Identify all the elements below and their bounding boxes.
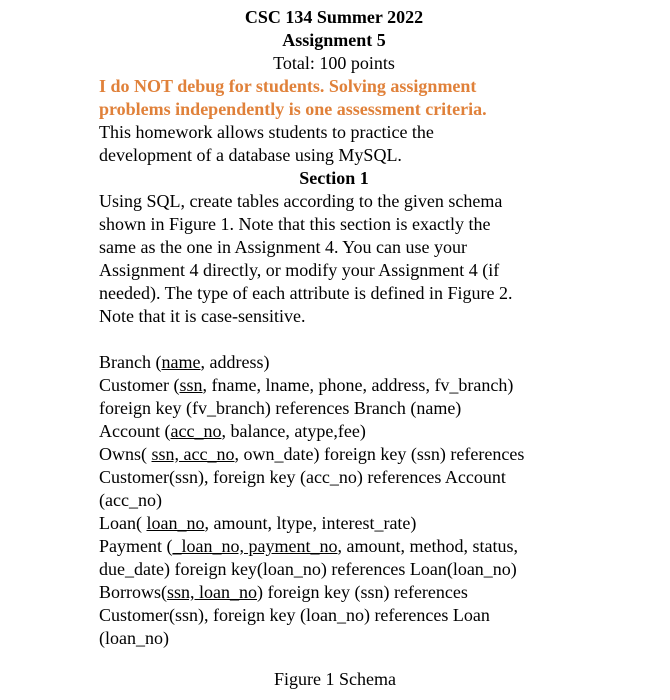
section-line: needed). The type of each attribute is defined in Figure 2. [99,283,513,303]
document-page [99,6,569,650]
schema-branch [99,351,569,374]
primary-key: _loan_no, payment_no [172,536,338,556]
total-points: Total: 100 points [273,53,395,73]
schema-account [99,420,569,443]
section-line: Using SQL, create tables according to the given schema [99,191,503,211]
schema-text: Branch ( [99,352,162,372]
schema-text: , amount, ltype, interest_rate) [204,513,417,533]
section-title: Section 1 [299,168,369,188]
schema-owns-fk: Customer(ssn), foreign key (acc_no) references Account [99,467,506,487]
schema-text: , balance, atype,fee) [221,421,366,441]
schema-text: Payment ( [99,536,173,556]
schema-payment-fk: due_date) foreign key(loan_no) references Loan(loan_no) [99,559,517,579]
schema-loan [99,512,569,535]
schema-text: ) foreign key (ssn) references [257,582,468,602]
schema-owns [99,443,569,466]
primary-key: loan_no [146,513,205,533]
section-line: same as the one in Assignment 4. You can use your [99,237,467,257]
section-line: Assignment 4 directly, or modify your Assignment 4 (if [99,260,500,280]
schema-text: , fname, lname, phone, address, fv_branch) [202,375,514,395]
warning-line-1: I do NOT debug for students. Solving assignment [99,76,477,96]
primary-key: ssn, loan_no [167,582,257,602]
schema-text: , amount, method, status, [337,536,518,556]
schema-owns-fk: (acc_no) [99,490,162,510]
primary-key: name [161,352,201,372]
assignment-title: Assignment 5 [282,30,386,50]
schema-borrows-fk: Customer(ssn), foreign key (loan_no) references Loan [99,605,490,625]
primary-key: acc_no [170,421,222,441]
intro-line-1: This homework allows students to practice the [99,122,434,142]
primary-key: ssn, acc_no [151,444,235,464]
schema-borrows [99,581,569,604]
schema-text: , address) [200,352,270,372]
course-title: CSC 134 Summer 2022 [244,7,424,27]
schema-customer [99,374,569,397]
schema-payment [99,535,569,558]
schema-text: Borrows( [99,582,167,602]
section-line: Note that it is case-sensitive. [99,306,306,326]
schema-customer-fk: foreign key (fv_branch) references Branch (name) [99,398,462,418]
schema-text: Customer ( [99,375,180,395]
schema-text: Loan( [99,513,147,533]
intro-line-2: development of a database using MySQL. [99,145,402,165]
section-line: shown in Figure 1. Note that this section is exactly the [99,214,491,234]
schema-text: Owns( [99,444,152,464]
figure-caption: Figure 1 Schema [274,669,396,689]
primary-key: ssn [179,375,203,395]
schema-text: Account ( [99,421,171,441]
schema-borrows-fk: (loan_no) [99,628,169,648]
spacer [99,328,569,351]
warning-line-2: problems independently is one assessment criteria. [99,99,487,119]
schema-text: , own_date) foreign key (ssn) references [234,444,525,464]
